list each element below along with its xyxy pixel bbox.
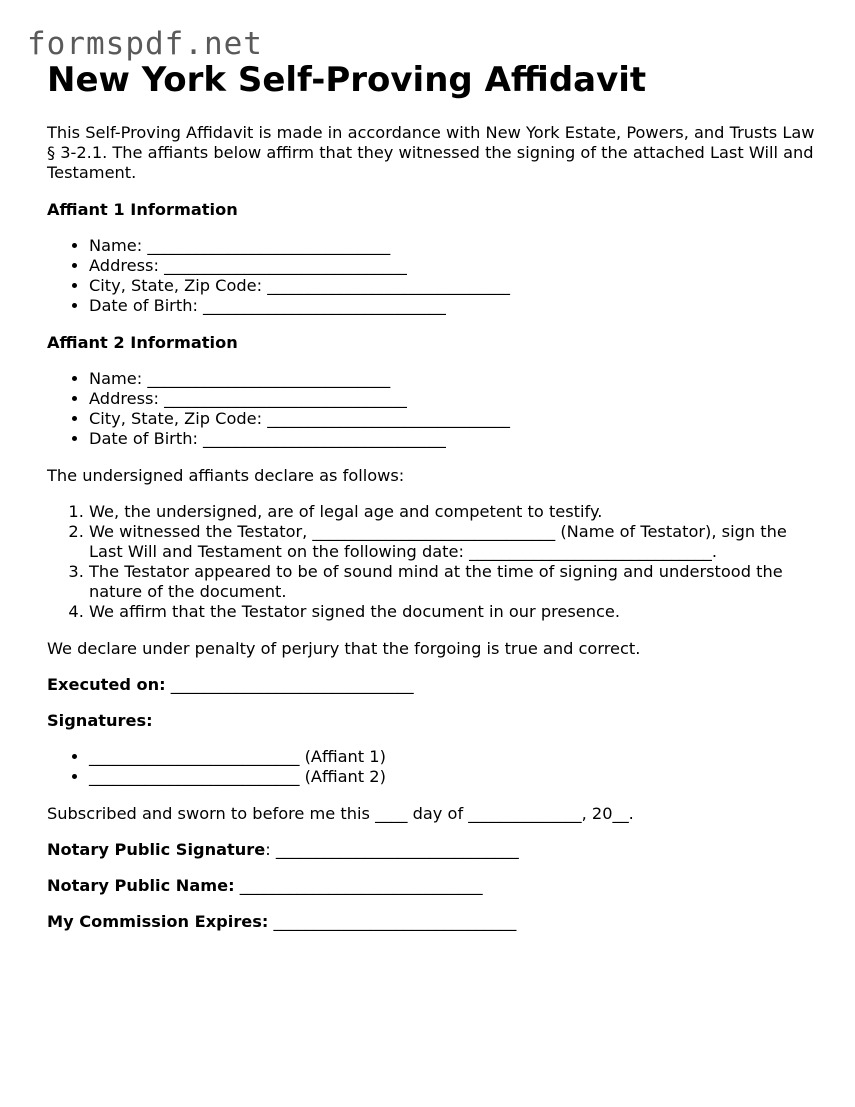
notary-name-label: Notary Public Name: (47, 876, 235, 895)
notary-signature-line (47, 840, 817, 860)
page-title: New York Self-Proving Affidavit (47, 60, 647, 100)
declaration-item: 4. We affirm that the Testator signed the document in our presence. (89, 602, 817, 622)
declaration-item: 2. We witnessed the Testator, ______________________________ (Name of Testator), sign the Last Will and Testament on the following date: ______________________________. (89, 522, 817, 562)
commission-label: My Commission Expires: (47, 912, 269, 931)
notary-signature-label: Notary Public Signature (47, 840, 266, 859)
executed-on-line (47, 675, 817, 695)
affiant-1-address-field: • Address: ______________________________ (89, 256, 817, 276)
declaration-item: 1. We, the undersigned, are of legal age and competent to testify. (89, 502, 817, 522)
affiant-2-dob-field: • Date of Birth: ______________________________ (89, 429, 817, 449)
affiant-1-signature-line: • __________________________ (Affiant 1) (89, 747, 817, 767)
intro-paragraph: This Self-Proving Affidavit is made in accordance with New York Estate, Powers, and Trusts Law § 3-2.1. The affiants below affirm that they witnessed the signing of the attached Last Will and Testament. (47, 123, 815, 182)
declaration-item: 3. The Testator appeared to be of sound mind at the time of signing and understood the nature of the document. (89, 562, 817, 602)
affiant-1-dob-field: • Date of Birth: ______________________________ (89, 296, 817, 316)
notary-name-line (47, 876, 817, 896)
notary-name-blank: ______________________________ (234, 876, 483, 895)
affiant-2-address-field: • Address: ______________________________ (89, 389, 817, 409)
notary-signature-blank: : ______________________________ (265, 840, 519, 859)
watermark: formspdf.net (27, 26, 263, 62)
affiant-1-city-field: • City, State, Zip Code: ______________________________ (89, 276, 817, 296)
perjury-statement: We declare under penalty of perjury that the forgoing is true and correct. (47, 639, 641, 658)
commission-blank: ______________________________ (268, 912, 517, 931)
signature-lines (47, 747, 817, 787)
declare-intro: The undersigned affiants declare as follows: (47, 466, 405, 485)
affiant-2-signature-line: • __________________________ (Affiant 2) (89, 767, 817, 787)
affiant-1-heading: Affiant 1 Information (47, 200, 238, 219)
declarations-list (47, 502, 817, 622)
affiant-2-name-field: • Name: ______________________________ (89, 369, 817, 389)
document-body (47, 58, 817, 948)
executed-on-blank: ______________________________ (165, 675, 414, 694)
commission-line (47, 912, 817, 932)
subscribed-statement: Subscribed and sworn to before me this ____ day of ______________, 20__. (47, 804, 634, 823)
affiant-2-fields (47, 369, 817, 449)
affiant-1-fields (47, 236, 817, 316)
executed-on-label: Executed on: (47, 675, 166, 694)
affiant-2-city-field: • City, State, Zip Code: ______________________________ (89, 409, 817, 429)
signatures-heading: Signatures: (47, 711, 153, 730)
affiant-2-heading: Affiant 2 Information (47, 333, 238, 352)
affiant-1-name-field: • Name: ______________________________ (89, 236, 817, 256)
